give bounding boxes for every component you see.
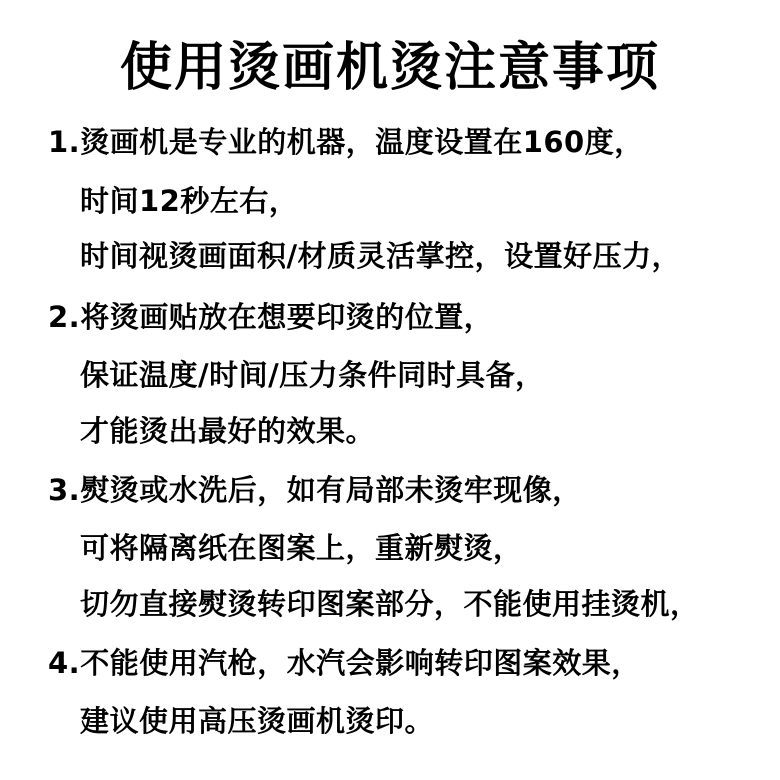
item-2-line-1 [48,299,493,335]
item-1-line-3: 时间视烫画面积/材质灵活掌控，设置好压力， [80,239,682,273]
item-number: 4. [48,646,81,680]
item-text: 不能使用汽枪，水汽会影响转印图案效果， [80,646,641,680]
item-1-line-2: 时间12秒左右， [80,184,299,218]
item-text: 烫画机是专业的机器，温度设置在160度， [80,125,644,159]
page-title: 使用烫画机烫注意事项 [119,38,660,98]
item-3-line-1 [48,472,582,508]
item-4-line-2: 建议使用高压烫画机烫印。 [80,704,435,738]
item-4-line-1 [48,645,641,681]
item-1-line-1 [48,124,644,160]
item-text: 熨烫或水洗后，如有局部未烫牢现像， [80,473,582,507]
item-2-line-3: 才能烫出最好的效果。 [80,414,376,448]
item-text: 将烫画贴放在想要印烫的位置， [80,300,494,334]
item-3-line-3: 切勿直接熨烫转印图案部分，不能使用挂烫机， [80,587,700,621]
item-number: 1. [48,125,81,159]
item-number: 3. [48,473,81,507]
item-3-line-2: 可将隔离纸在图案上，重新熨烫， [80,531,523,565]
item-2-line-2: 保证温度/时间/压力条件同时具备， [80,358,545,392]
item-number: 2. [48,300,81,334]
